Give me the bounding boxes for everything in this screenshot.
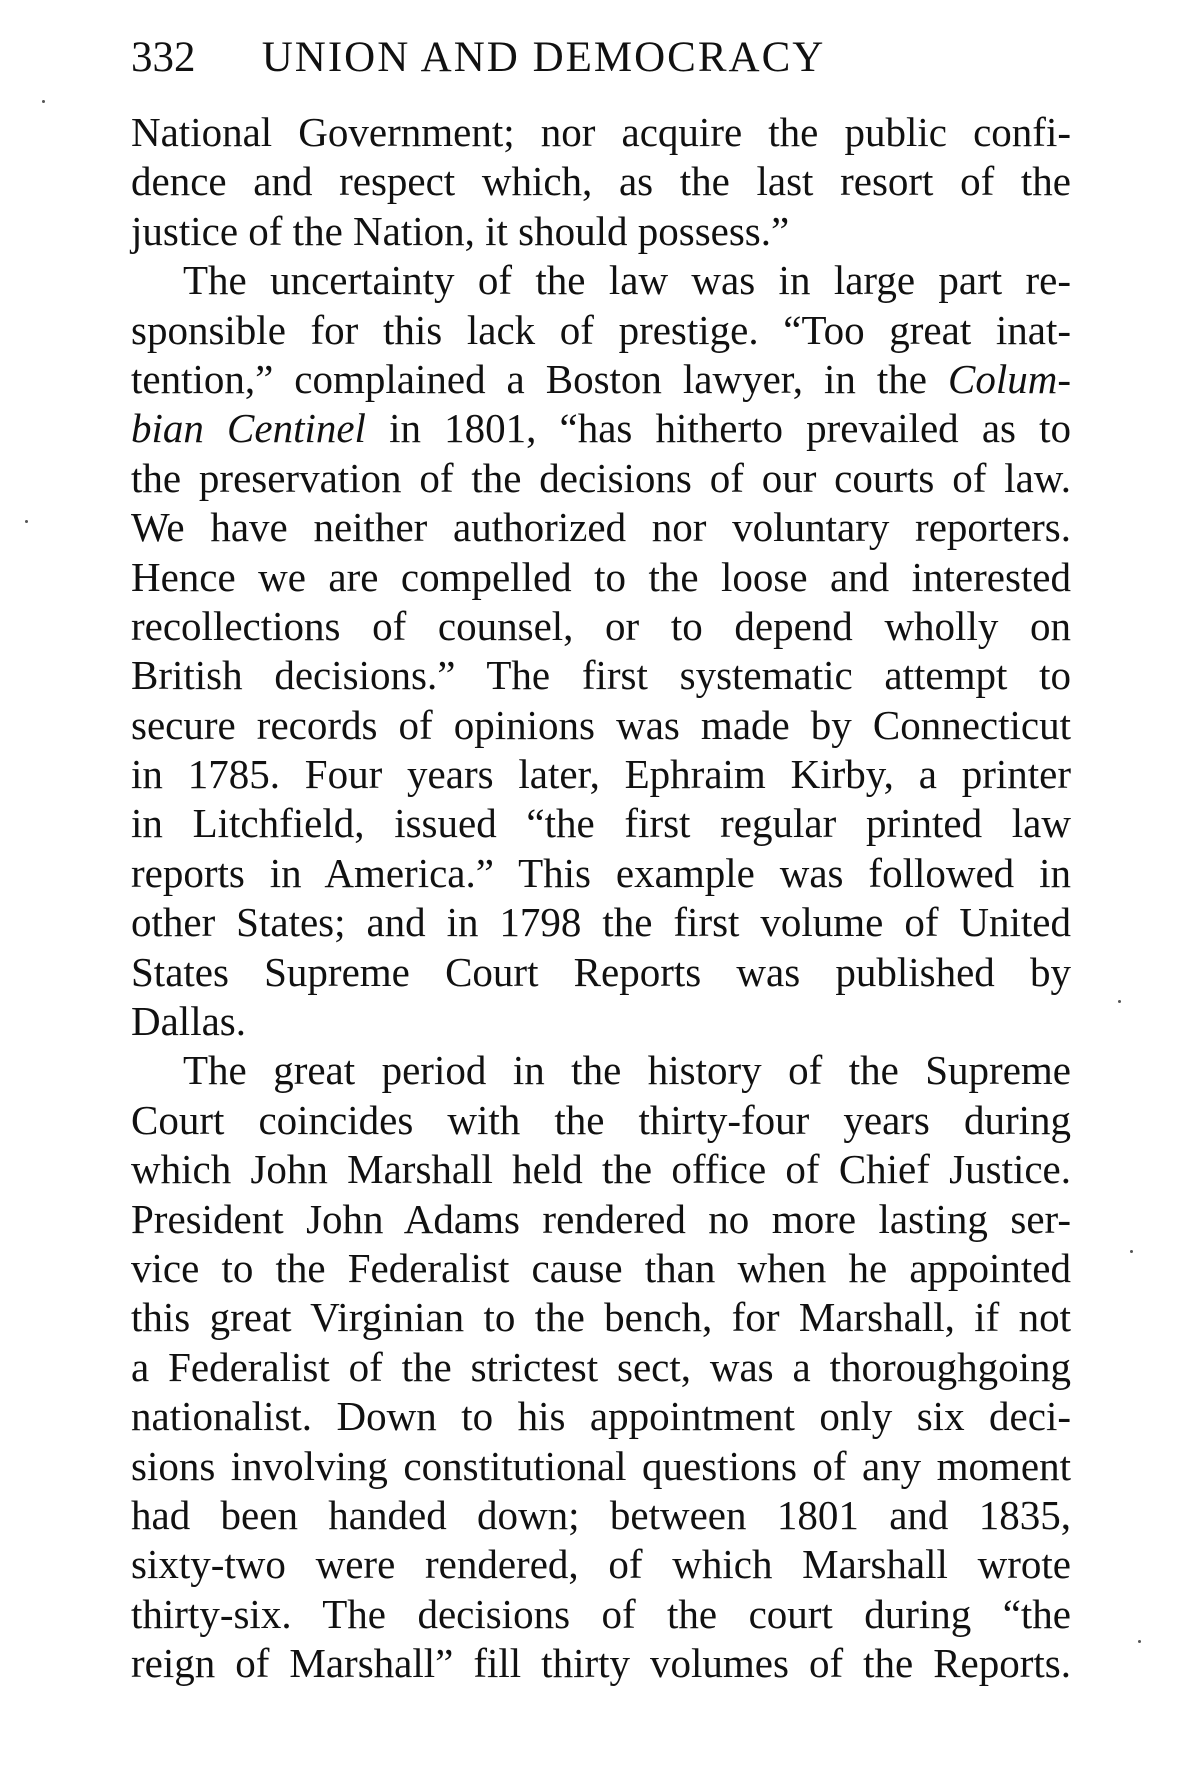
italic-text: Colum- [948,355,1071,402]
line-text: reports in America.” This example was followed in [131,849,1071,896]
text-line [131,256,1071,305]
line-text: in 1785. Four years later, Ephraim Kirby, a printer [131,751,1071,798]
text-line [131,948,1071,997]
text-line [131,1540,1071,1589]
line-text: a Federalist of the strictest sect, was a thoroughgoing [131,1343,1071,1390]
text-line [131,207,1071,256]
line-text: recollections of counsel, or to depend wholly on [131,602,1071,649]
text-line [131,454,1071,503]
text-line [131,1293,1071,1342]
line-text: Dallas. [131,998,246,1045]
line-text: National Government; nor acquire the public confi- [131,109,1071,155]
line-text: in Litchfield, issued “the first regular printed law [131,800,1071,847]
italic-text: bian Centinel [131,405,366,452]
line-text: had been handed down; between 1801 and 1835, [131,1491,1071,1538]
line-text: the preservation of the decisions of our courts of law. [131,454,1071,501]
scan-speck [1138,1640,1141,1643]
line-text: reign of Marshall” fill thirty volumes of the Reports. [131,1640,1071,1687]
line-text: other States; and in 1798 the first volume of United [131,899,1071,946]
line-text: sions involving constitutional questions of any moment [131,1442,1071,1489]
line-text: sponsible for this lack of prestige. “Too great inat- [131,306,1071,353]
text-line [131,1442,1071,1491]
text-line [131,404,1071,453]
line-text: British decisions.” The first systematic attempt to [131,652,1071,699]
line-text: dence and respect which, as the last resort of the [131,158,1071,205]
text-line [131,1096,1071,1145]
line-text: justice of the Nation, it should possess.” [131,207,790,254]
line-text: Court coincides with the thirty-four years during [131,1096,1071,1143]
scan-speck [42,100,45,103]
text-line [131,602,1071,651]
text-line [131,503,1071,552]
text-line [131,1195,1071,1244]
scan-speck [25,520,28,523]
text-line [131,355,1071,404]
text-line [131,553,1071,602]
line-text: The great period in the history of the Supreme [183,1047,1071,1094]
text-line [131,1244,1071,1293]
text-line [131,157,1071,206]
text-line [131,108,1071,157]
line-text: secure records of opinions was made by Connecticut [131,701,1071,748]
running-title: UNION AND DEMOCRACY [261,34,826,81]
line-text: this great Virginian to the bench, for Marshall, if not [131,1294,1071,1341]
page-number: 332 [131,34,196,81]
text-line [131,1392,1071,1441]
text-line [131,701,1071,750]
line-text: The uncertainty of the law was in large part re- [183,257,1071,304]
body-text [131,108,1071,1689]
text-line [131,799,1071,848]
text-line [131,997,1071,1046]
text-line [131,898,1071,947]
text-line [131,1491,1071,1540]
line-text: Hence we are compelled to the loose and interested [131,553,1071,600]
line-text: States Supreme Court Reports was published by [131,948,1071,995]
running-head [131,28,1071,88]
line-text: in 1801, “has hitherto prevailed as to [365,405,1071,452]
line-text: We have neither authorized nor voluntary reporters. [131,504,1071,551]
line-text: nationalist. Down to his appointment only six deci- [131,1393,1071,1440]
scan-speck [1118,1000,1121,1003]
line-text: vice to the Federalist cause than when he appointed [131,1244,1071,1291]
line-text: thirty-six. The decisions of the court during “the [131,1590,1071,1637]
line-text: tention,” complained a Boston lawyer, in the [131,355,948,402]
text-line [131,1343,1071,1392]
text-line [131,1046,1071,1095]
text-line [131,849,1071,898]
text-line [131,750,1071,799]
text-line [131,1639,1071,1688]
text-line [131,1590,1071,1639]
scan-speck [1130,1250,1133,1253]
text-line [131,1145,1071,1194]
text-line [131,306,1071,355]
text-line [131,651,1071,700]
line-text: President John Adams rendered no more lasting ser- [131,1195,1071,1242]
line-text: which John Marshall held the office of Chief Justice. [131,1146,1071,1193]
line-text: sixty-two were rendered, of which Marshall wrote [131,1541,1071,1588]
